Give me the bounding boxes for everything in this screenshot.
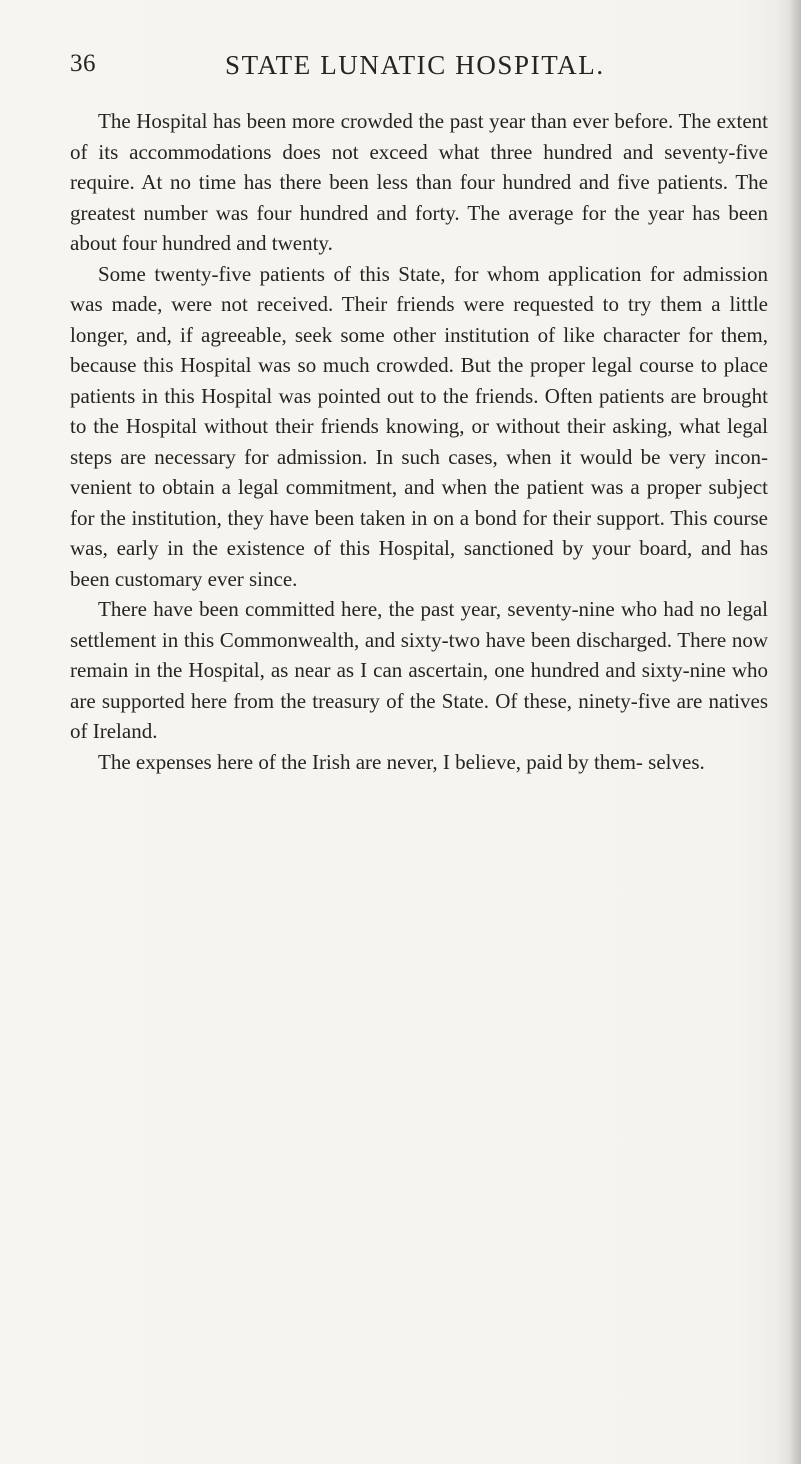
page-header <box>70 50 770 90</box>
paragraph-admissions: Some twenty-five patients of this State, for whom application for admission was made, were not received. Their friends were requested to try them a little longer, and, if agreeable, seek some other institution of like character for them, because this Hospital was so much crowded. But the proper legal course to place patients in this Hospital was pointed out to the friends. Often patients are brought to the Hospital without their friends knowing, or without their asking, what legal steps are necessary for admission. In such cases, when it would be very incon- venient to obtain a legal commitment, and when the patient was a proper subject for the institution, they have been taken in on a bond for their support. This course was, early in the existence of this Hospital, sanctioned by your board, and has been customary ever since. <box>70 261 768 591</box>
paragraph-crowding: The Hospital has been more crowded the past year than ever before. The extent of its accommodations does not exceed what three hundred and seventy-five require. At no time has there been less than four hundred and five patients. The greatest number was four hundred and forty. The average for the year has been about four hundred and twenty. <box>70 109 768 255</box>
page-number: 36 <box>70 50 96 77</box>
paragraph-irish-expenses: The expenses here of the Irish are never, I believe, paid by them- selves. <box>98 749 705 774</box>
body-text <box>70 106 768 777</box>
page-edge-shadow <box>789 0 801 1464</box>
paragraph-committed: There have been committed here, the past year, seventy-nine who had no legal settlement in this Commonwealth, and sixty-two have been discharged. There now remain in the Hospital, as near as I can ascertain, one hundred and sixty-nine who are supported here from the treasury of the State. Of these, ninety-five are natives of Ireland. <box>70 597 768 743</box>
running-head: STATE LUNATIC HOSPITAL. <box>225 50 605 80</box>
